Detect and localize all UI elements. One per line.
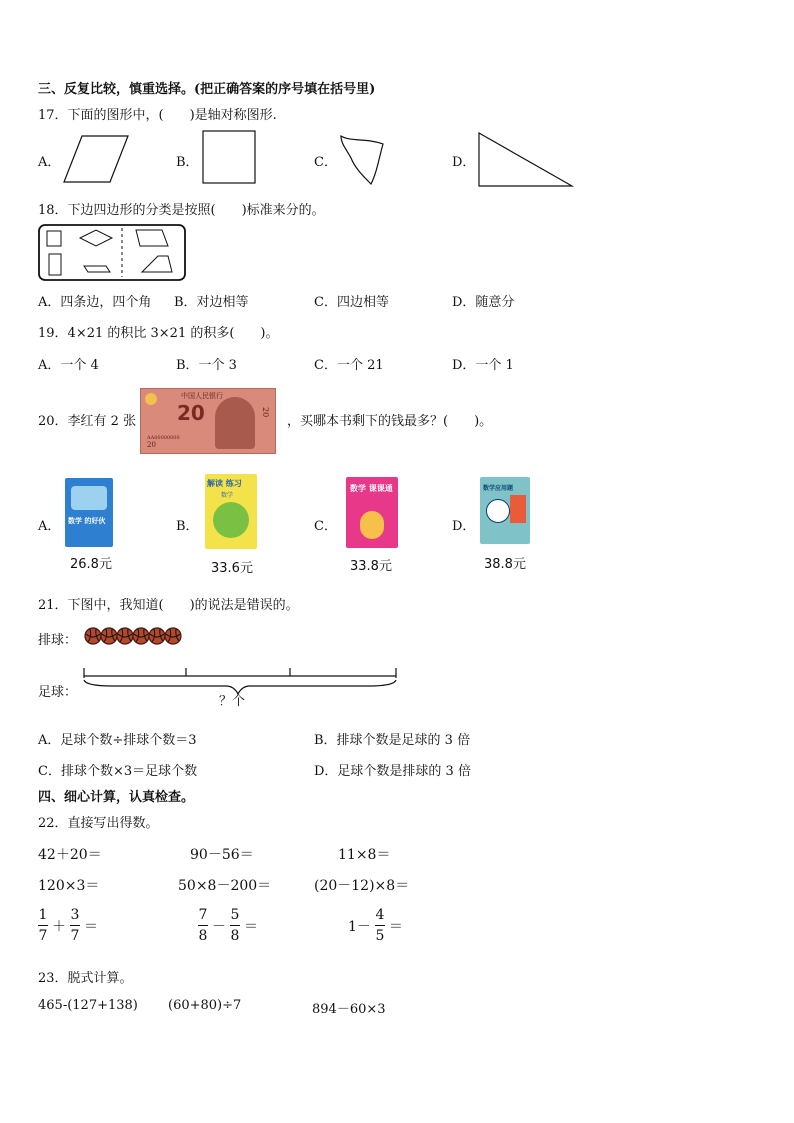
- q17-option-a[interactable]: A．: [38, 155, 61, 170]
- volleyball-label: 排球：: [38, 633, 78, 648]
- q22-expr-6: (20－12)×8＝: [314, 878, 410, 894]
- q21-option-c[interactable]: C．排球个数×3＝足球个数: [38, 764, 198, 779]
- q17-option-d[interactable]: D．: [452, 155, 476, 170]
- q22-expr-1: 42＋20＝: [38, 847, 102, 863]
- banknote-serial: AA00000000: [147, 435, 180, 441]
- q20-option-d[interactable]: D．: [452, 519, 476, 534]
- section3-title: 三、反复比较，慎重选择。(把正确答案的序号填在括号里): [38, 82, 376, 97]
- q21-option-b[interactable]: B．排球个数是足球的 3 倍: [314, 733, 471, 748]
- q20-stem-after: ，买哪本书剩下的钱最多？( )。: [287, 414, 493, 429]
- banknote-20-yuan: [140, 388, 276, 454]
- q19-option-d[interactable]: D．一个 1: [452, 358, 514, 373]
- book-b-title: 解读 练习: [207, 478, 242, 488]
- q19-option-b[interactable]: B．一个 3: [176, 358, 237, 373]
- book-d-title: 数学应用题: [483, 485, 514, 492]
- banknote-side-value: 20: [261, 407, 270, 418]
- q19-option-a[interactable]: A．一个 4: [38, 358, 99, 373]
- book-b-image: [213, 502, 249, 538]
- right-triangle-figure: [478, 132, 578, 188]
- q23-expr-1: 465-(127+138): [38, 998, 138, 1013]
- q20-option-b[interactable]: B．: [176, 519, 199, 534]
- irregular-shape-figure: [337, 132, 387, 188]
- parallelogram-figure: [62, 134, 132, 184]
- volleyball-icon: [149, 628, 165, 644]
- q21-stem: 21．下图中，我知道( )的说法是错误的。: [38, 598, 299, 613]
- banknote-denomination: 20: [177, 401, 205, 425]
- q20-option-a[interactable]: A．: [38, 519, 61, 534]
- book-c-cover: [346, 477, 398, 548]
- q22-expr-4: 120×3＝: [38, 878, 100, 894]
- book-c-title: 数学 课课通: [350, 483, 393, 493]
- football-question-mark: ？个: [219, 694, 246, 709]
- q22-expr-3: 11×8＝: [338, 847, 391, 863]
- portrait-icon: [215, 397, 255, 449]
- book-c-image: [360, 511, 384, 539]
- q22-expr-2: 90－56＝: [190, 847, 254, 863]
- volleyball-icon: [85, 628, 101, 644]
- quadrilateral-classification-figure: [38, 224, 188, 282]
- football-label: 足球：: [38, 685, 78, 700]
- volleyball-row: [84, 627, 188, 647]
- book-b-cover: [205, 474, 257, 549]
- q19-stem: 19．4×21 的积比 3×21 的积多( )。: [38, 326, 279, 341]
- book-d-image: [510, 495, 526, 523]
- q23-expr-2: (60+80)÷7: [168, 998, 242, 1013]
- q20-stem-before: 20．李红有 2 张: [38, 414, 137, 429]
- q18-option-a[interactable]: A．四条边，四个角: [38, 295, 152, 310]
- book-a-image: [71, 486, 107, 510]
- q17-stem: 17．下面的图形中，( )是轴对称图形.: [38, 108, 277, 123]
- q18-stem: 18．下边四边形的分类是按照( )标准来分的。: [38, 203, 325, 218]
- q21-option-d[interactable]: D．足球个数是排球的 3 倍: [314, 764, 471, 779]
- q18-option-b[interactable]: B．对边相等: [174, 295, 249, 310]
- q22-fraction-expr-1: $\frac{1}{7}$ ＋ $\frac{3}{7}$ ＝: [38, 907, 98, 944]
- q22-expr-5: 50×8－200＝: [178, 878, 272, 894]
- clock-icon: [486, 499, 510, 523]
- volleyball-icon: [165, 628, 181, 644]
- q23-stem: 23．脱式计算。: [38, 971, 133, 986]
- q21-option-a[interactable]: A．足球个数÷排球个数＝3: [38, 733, 197, 748]
- volleyball-icon: [101, 628, 117, 644]
- q18-option-c[interactable]: C．四边相等: [314, 295, 389, 310]
- banknote-corner-value: 20: [147, 441, 156, 449]
- price-b: 33.6元: [211, 561, 253, 576]
- banknote-header: 中国人民银行: [181, 392, 223, 400]
- q17-option-c[interactable]: C．: [314, 155, 337, 170]
- q17-option-b[interactable]: B．: [176, 155, 199, 170]
- price-c: 33.8元: [350, 559, 392, 574]
- price-a: 26.8元: [70, 557, 112, 572]
- q22-fraction-expr-3: 1－ $\frac{4}{5}$ ＝: [348, 907, 403, 944]
- book-a-title: 数学 的好伙: [68, 516, 106, 525]
- q20-option-c[interactable]: C．: [314, 519, 337, 534]
- q22-stem: 22．直接写出得数。: [38, 816, 159, 831]
- section4-title: 四、细心计算，认真检查。: [38, 790, 195, 805]
- q19-option-c[interactable]: C．一个 21: [314, 358, 384, 373]
- book-a-cover: [65, 478, 113, 547]
- volleyball-icon: [133, 628, 149, 644]
- book-b-subtitle: 数学: [221, 492, 234, 499]
- q18-option-d[interactable]: D．随意分: [452, 295, 515, 310]
- price-d: 38.8元: [484, 557, 526, 572]
- book-d-cover: [480, 477, 530, 544]
- square-figure: [202, 130, 258, 186]
- volleyball-icon: [117, 628, 133, 644]
- national-emblem-icon: [145, 393, 157, 405]
- q22-fraction-expr-2: $\frac{7}{8}$ － $\frac{5}{8}$ ＝: [198, 907, 258, 944]
- q23-expr-3: 894－60×3: [312, 1002, 386, 1017]
